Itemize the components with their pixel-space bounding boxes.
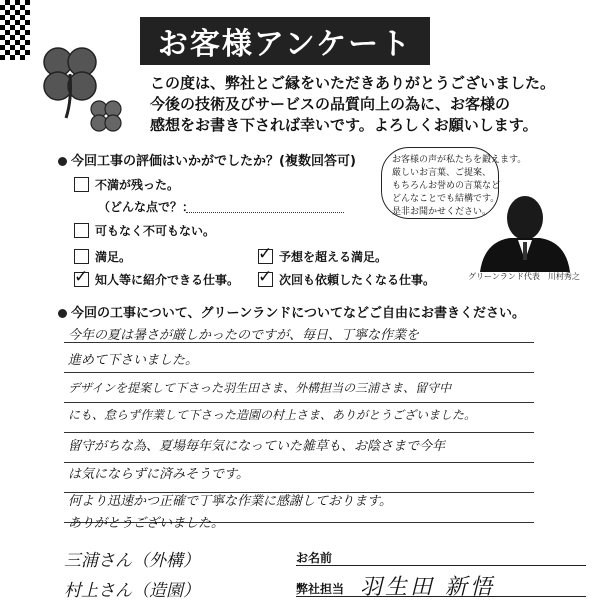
bubble-line: 厳しいお言葉、ご提案、 — [392, 168, 492, 178]
checkbox-checked[interactable] — [74, 272, 89, 287]
question2-heading — [58, 302, 525, 321]
option-satisfied[interactable] — [74, 248, 131, 265]
option-label: 不満が残った。 — [95, 178, 180, 192]
checkbox[interactable] — [74, 223, 89, 238]
answer-line: 何より迅速かつ正確で丁寧な作業に感謝しております。 — [68, 494, 392, 509]
intro-line: 感想をお書き下されば幸いです。よろしくお願いします。 — [150, 116, 538, 134]
option-request-again[interactable] — [258, 271, 435, 288]
answer-line: ありがとうございました。 — [68, 516, 225, 531]
handwritten-notes — [64, 546, 200, 606]
intro-text — [150, 73, 590, 136]
name-label: お名前 — [296, 551, 333, 565]
bubble-line: 是非お聞かせください。 — [392, 207, 492, 217]
staff-label: 弊社担当 — [296, 582, 345, 596]
checkbox-checked[interactable] — [258, 249, 273, 264]
option-label: 次回も依頼したくなる仕事。 — [279, 273, 436, 287]
checkbox-checked[interactable] — [258, 272, 273, 287]
answer-line: 進めて下さいました。 — [68, 353, 199, 368]
bubble-line: お客様の声が私たちを鍛えます。 — [392, 155, 527, 165]
answer-line: 今年の夏は暑さが厳しかったのですが、毎日、丁寧な作業を — [68, 328, 420, 343]
question2-heading-text: 今回の工事について、グリーンランドについてなどご自由にお書きください。 — [71, 306, 525, 321]
ruled-line — [64, 402, 534, 403]
answer-line: は気にならずに済みそうです。 — [68, 467, 249, 482]
answer-line: 留守がちな為、夏場毎年気になっていた雑草も、お陰さまで今年 — [68, 439, 446, 454]
question1-heading-text: 今回工事の評価はいかがでしたか？(複数回答可) — [71, 154, 356, 169]
option-label: 満足。 — [95, 250, 132, 264]
checker-decoration — [0, 0, 30, 60]
option-beyond-expectations[interactable] — [258, 248, 387, 265]
checkbox[interactable] — [74, 177, 89, 192]
bubble-line: どんなことでも結構です。 — [392, 194, 500, 204]
option-dissatisfied[interactable] — [74, 176, 179, 193]
checkbox[interactable] — [74, 249, 89, 264]
name-field[interactable] — [296, 565, 586, 566]
question1-heading — [58, 150, 356, 169]
answer-line: にも、怠らず作業して下さった造園の村上さま、ありがとうございました。 — [68, 408, 477, 422]
small-clover-icon — [86, 96, 126, 136]
note-line: 村上さん（造園） — [64, 581, 200, 601]
option-label: 知人等に紹介できる仕事。 — [95, 273, 240, 287]
ruled-line — [64, 432, 534, 433]
intro-line: 今後の技術及びサービスの品質向上の為に、お客様の — [150, 95, 511, 113]
detail-input[interactable] — [186, 212, 344, 213]
staff-field[interactable] — [296, 596, 586, 597]
ruled-line — [64, 372, 534, 373]
bubble-line: もちろんお誉めの言葉など — [392, 181, 501, 191]
representative-caption: グリーンランド代表 川村秀之 — [468, 272, 580, 281]
intro-line: この度は、弊社とご縁をいただきありがとうございました。 — [150, 74, 556, 92]
option-label: 予想を超える満足。 — [279, 250, 388, 264]
bullet-icon — [58, 309, 67, 318]
option-label: 可もなく不可もない。 — [95, 224, 216, 238]
option-neutral[interactable] — [74, 222, 215, 239]
bullet-icon — [58, 157, 67, 166]
note-line: 三浦さん（外構） — [64, 551, 200, 571]
answer-line: デザインを提案して下さった羽生田さま、外構担当の三浦さま、留守中 — [68, 381, 452, 395]
representative-photo — [470, 190, 580, 272]
option-recommendable[interactable] — [74, 271, 239, 288]
staff-name: 羽生田 新悟 — [360, 575, 495, 600]
detail-prompt: （どんな点で？： — [98, 200, 195, 214]
page-title: お客様アンケート — [140, 17, 430, 65]
